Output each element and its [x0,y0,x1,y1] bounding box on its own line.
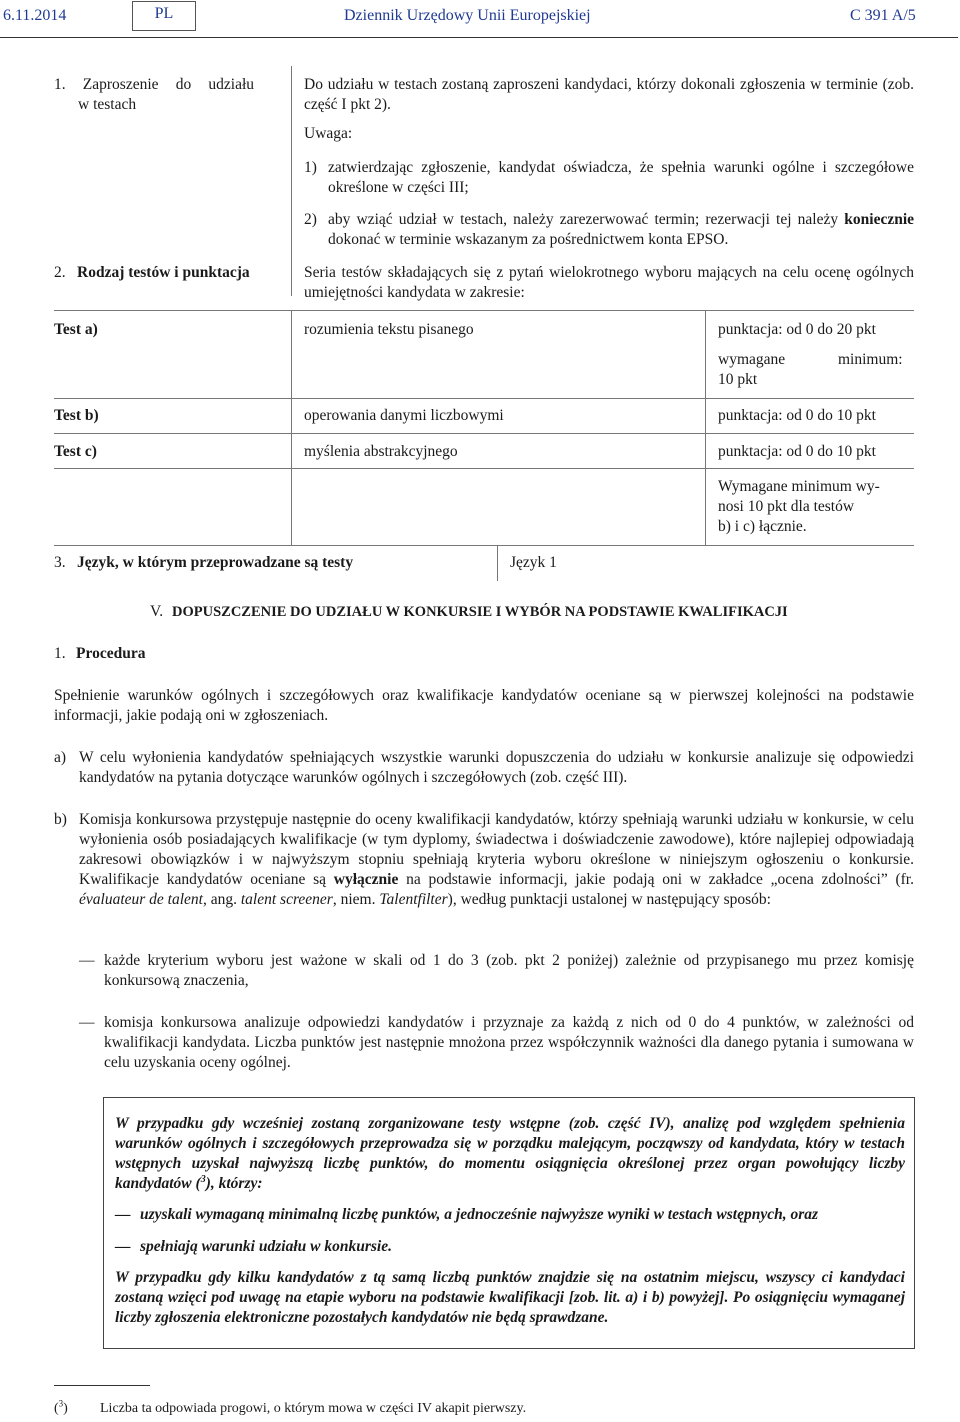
table-divider [291,66,292,296]
test-a-min-value: 10 pkt [718,371,758,388]
test-a-min-word-2: minimum: [838,351,903,368]
tests-rule-3 [54,468,914,469]
test-a-name: Test a) [54,321,98,338]
procedure-heading: Procedura [76,645,146,662]
scoring-text: komisja konkursowa analizuje odpowiedzi kandydatów i przyznaje za każdą z nich od 0 do 4 punktów, w zależności od kwalifikacji kandydata. Liczba punktów jest następnie mnożona przez współczynnik ważności dla danego pytania i sumowana w celu uzyskania oceny ogólnej. [104,1014,914,1071]
procedure-heading-number: 1. [54,645,66,662]
point-b-label: b) [54,811,67,828]
test-c-area: myślenia abstrakcyjnego [304,443,458,460]
test-a-area: rozumienia tekstu pisanego [304,321,474,338]
dash-1: — [79,952,95,969]
tests-rule-top [54,310,914,311]
lang-row-divider [497,545,498,581]
row-1-label: 1. Zaproszenie do udziału [54,76,254,93]
note-heading: Uwaga: [304,125,353,142]
note-2-number: 2) [304,211,317,228]
note-2-text: aby wziąć udział w testach, należy zarezerwować termin; rezerwacji tej należy koniecznie dokonać w terminie wskazanym za pośrednictwem konta EPSO. [328,211,915,248]
row-2-label: Rodzaj testów i punktacja [77,264,250,281]
row-1-label-cont: w testach [78,96,137,113]
criterion-weighting-text: każde kryterium wyboru jest ważone w skali od 1 do 3 (zob. pkt 2 poniżej) zależnie od przypisanego mu przez komisję konkursową znaczenia, [104,952,914,989]
tests-col-divider-1 [291,310,292,546]
lang-row-number: 3. [54,554,66,571]
emphasis-koniecznie: koniecznie [844,211,915,228]
lang-row-value: Język 1 [510,554,557,571]
row-2-text: Seria testów składających się z pytań wielokrotnego wyboru mających na celu ocenę ogólnych umiejętności kandydata w zakresie: [304,264,914,301]
emphasis-wylacznie: wyłącznie [333,871,399,888]
row-2-number: 2. [54,264,66,281]
tests-rule-bottom [54,545,914,546]
test-b-score: punktacja: od 0 do 10 pkt [718,407,876,424]
publication-date: 6.11.2014 [3,7,67,24]
box-dash-2: — [115,1238,131,1255]
section-v-number: V. [150,603,164,620]
combined-min-line-2: nosi 10 pkt dla testów [718,498,855,515]
combined-min-line-3: b) i c) łącznie. [718,518,807,535]
point-a-text: W celu wyłonienia kandydatów spełniających wszystkie warunki dopuszczenia do udziału w konkursie analizuje się odpowiedzi kandydatów na pytania dotyczące warunków ogólnych i szczegółowych (zob. część III). [79,749,914,786]
lang-row-label: Język, w którym przeprowadzane są testy [77,554,354,571]
journal-reference: C 391 A/5 [850,7,916,24]
footnote-ref: 3 [200,1173,206,1185]
dash-2: — [79,1014,95,1031]
box-paragraph-1: W przypadku gdy wcześniej zostaną zorganizowane testy wstępne (zob. część IV), analizę pod względem spełnienia warunków ogólnych i szczegółowych przeprowadza się w porządku malejącym, począwszy od kandydata, który w testach wstępnych uzyskał najwyższą liczbę punktów, do momentu osiągnięcia określonej przez organ powołujący liczby kandydatów ($^3$), którzy: [115,1115,905,1192]
tests-rule-2 [54,433,914,434]
box-item-2: spełniają warunki udziału w konkursie. [140,1238,392,1255]
point-a-label: a) [54,749,67,766]
note-1-text: zatwierdzając zgłoszenie, kandydat oświadcza, że spełnia warunki ogólne i szczegółowe określone w części III; [328,159,914,196]
row-1-text: Do udziału w testach zostaną zaproszeni kandydaci, którzy dokonali zgłoszenia w terminie (zob. część I pkt 2). [304,76,914,113]
header-rule [0,37,958,38]
procedure-intro: Spełnienie warunków ogólnych i szczegółowych oraz kwalifikacje kandydatów oceniane są w pierwszej kolejności na podstawie informacji, jakie podają oni w zgłoszeniach. [54,687,914,724]
footnote-text: Liczba ta odpowiada progowi, o którym mowa w części IV akapit pierwszy. [100,1401,527,1416]
test-c-score: punktacja: od 0 do 10 pkt [718,443,876,460]
combined-min-line-1: Wymagane minimum wy- [718,478,880,495]
box-item-1: uzyskali wymaganą minimalną liczbę punktów, a jednocześnie najwyższe wyniki w testach wstępnych, oraz [140,1206,819,1223]
box-paragraph-2: W przypadku gdy kilku kandydatów z tą samą liczbą punktów znajdzie się na ostatnim miejscu, wszyscy ci kandydaci zostaną wzięci pod uwagę na etapie wyboru na podstawie kwalifikacji [zob. lit. a) i b) powyżej]. Po osiągnięciu wymaganej liczby zgłoszenia elektroniczne pozostałych kandydatów nie będą sprawdzane. [115,1269,905,1326]
section-v-title: DOPUSZCZENIE DO UDZIAŁU W KONKURSIE I WYBÓR NA PODSTAWIE KWALIFIKACJI [172,604,788,620]
journal-title: Dziennik Urzędowy Unii Europejskiej [344,7,591,24]
tests-col-divider-2 [705,310,706,546]
test-a-score: punktacja: od 0 do 20 pkt [718,321,876,338]
footnote-rule [54,1385,150,1386]
footnote-marker: ($^3$) [54,1398,68,1416]
point-b-text: Komisja konkursowa przystępuje następnie do oceny kwalifikacji kandydatów, którzy spełniają warunki udziału w konkursie, w celu wyłonienia osób posiadających kwalifikacje (w tym dyplomy, świadectwa i doświadczenie zawodowe), które najlepiej odpowiadają zakresowi obowiązków i w najwyższym stopniu spełniają kryteria wyboru określone w niniejszym ogłoszeniu o konkursie. Kwalifikacje kandydatów oceniane są wyłącznie na podstawie informacji, jakie podają oni w zakładce „ocena zdolności” (fr. évaluateur de talent, ang. talent screener, niem. Talentfilter), według punktacji ustalonej w następujący sposób: [79,811,914,908]
test-b-name: Test b) [54,407,99,424]
test-a-min-word-1: wymagane [718,351,786,368]
test-b-area: operowania danymi liczbowymi [304,407,504,424]
tests-rule-1 [54,398,914,399]
box-dash-1: — [115,1206,131,1223]
test-c-name: Test c) [54,443,97,460]
language-badge: PL [132,1,196,31]
note-1-number: 1) [304,159,317,176]
